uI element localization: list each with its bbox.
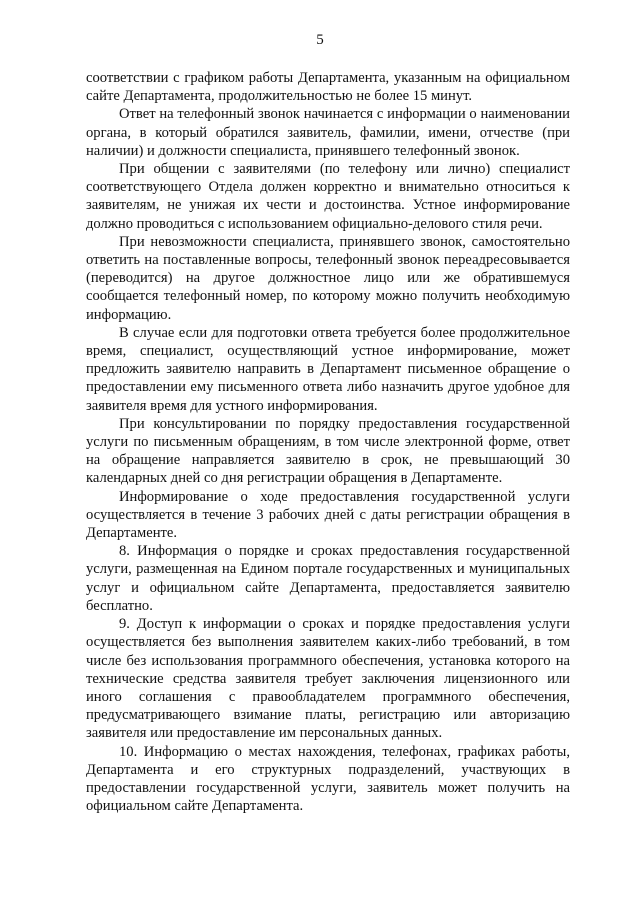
- paragraph-item-8: 8. Информация о порядке и сроках предоставления государственной услуги, размещенная на Едином портале государственных и муниципальных услуг и официальном сайте Департамента, предоставляется заявителю бесплатно.: [86, 543, 570, 614]
- paragraph-item-9: 9. Доступ к информации о сроках и порядке предоставления услуги осуществляется без выполнения заявителем каких-либо требований, в том числе без использования программного обеспечения, установка которого на технические средства заявителя требует заключения лицензионного или иного соглашения с правообладателем программного обеспечения, предусматривающего взимание платы, регистрацию или авторизацию заявителя или предоставление им персональных данных.: [86, 616, 570, 742]
- paragraph-communication-rules: При общении с заявителями (по телефону или лично) специалист соответствующего Отдела должен корректно и внимательно относиться к заявителям, не унижая их чести и достоинства. Устное информирование должно проводиться с использованием официально-делового стиля речи.: [86, 161, 570, 232]
- paragraph-written-requests: При консультировании по порядку предоставления государственной услуги по письменным обращениям, в том числе электронной форме, ответ на обращение направляется заявителю в срок, не превышающий 30 календарных дней со дня регистрации обращения в Департаменте.: [86, 415, 570, 487]
- paragraph-item-10: 10. Информацию о местах нахождения, телефонах, графиках работы, Департамента и его структурных подразделений, участвующих в предоставлении государственной услуги, заявитель может получить на официальном сайте Департамента.: [86, 743, 570, 815]
- paragraph-call-redirect: При невозможности специалиста, принявшего звонок, самостоятельно ответить на поставленные вопросы, телефонный звонок переадресовывается (переводится) на другое должностное лицо или же обратившемуся сообщается телефонный номер, по которому можно получить необходимую информацию.: [86, 233, 570, 323]
- paragraph-phone-answer: Ответ на телефонный звонок начинается с информации о наименовании органа, в который обратился заявитель, фамилии, имени, отчестве (при наличии) и должности специалиста, принявшего телефонный звонок.: [86, 106, 570, 159]
- document-body: [86, 69, 570, 815]
- page-number: 5: [316, 32, 324, 48]
- paragraph-longer-time: В случае если для подготовки ответа требуется более продолжительное время, специалист, осуществляющий устное информирование, может предложить заявителю направить в Департамент письменное обращение о предоставлении ему письменного ответа либо назначить другое удобное для заявителя время для устного информирования.: [86, 324, 570, 414]
- paragraph-progress-info: Информирование о ходе предоставления государственной услуги осуществляется в течение 3 рабочих дней с даты регистрации обращения в Департаменте.: [86, 488, 570, 542]
- paragraph-continuation: соответствии с графиком работы Департамента, указанным на официальном сайте Департамента, продолжительностью не более 15 минут.: [86, 70, 570, 105]
